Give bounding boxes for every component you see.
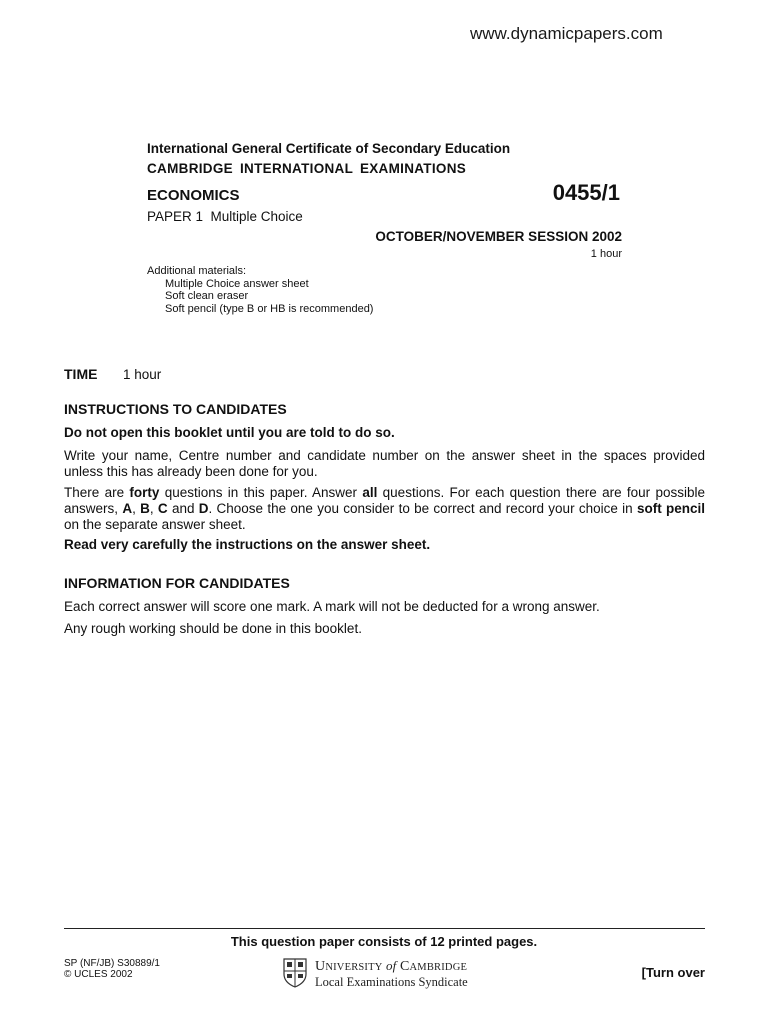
qualification-title: International General Certificate of Secondary Education: [147, 141, 511, 156]
watermark-url: www.dynamicpapers.com: [470, 24, 663, 43]
materials-item: Soft pencil (type B or HB is recommended): [165, 302, 374, 315]
duration: 1 hour: [590, 248, 622, 260]
information-marking: Each correct answer will score one mark. A mark will not be deducted for a wrong answer.: [64, 599, 600, 614]
exam-board: CAMBRIDGE INTERNATIONAL EXAMINATIONS: [147, 161, 467, 176]
materials-item: Multiple Choice answer sheet: [165, 277, 309, 290]
logo-university-name: UNIVERSITY of CAMBRIDGE: [315, 958, 468, 974]
information-heading: INFORMATION FOR CANDIDATES: [64, 575, 290, 591]
footer-divider: [64, 928, 705, 929]
paper-code: 0455/1: [552, 180, 620, 205]
time-label: TIME: [64, 366, 98, 382]
cambridge-logo: [283, 958, 468, 990]
logo-text: [315, 958, 468, 990]
paper-name: PAPER 1 Multiple Choice: [147, 209, 303, 224]
exam-session: OCTOBER/NOVEMBER SESSION 2002: [375, 229, 622, 244]
instruction-read-answer-sheet: Read very carefully the instructions on the answer sheet.: [64, 537, 431, 552]
additional-materials: [147, 265, 373, 315]
instructions-heading: INSTRUCTIONS TO CANDIDATES: [64, 401, 287, 417]
printed-pages-note: This question paper consists of 12 printed pages.: [230, 934, 538, 949]
footer-reference: [64, 958, 160, 980]
time-value: 1 hour: [123, 367, 162, 382]
logo-syndicate-name: Local Examinations Syndicate: [315, 975, 468, 989]
cambridge-crest-icon: [283, 958, 307, 988]
materials-label: Additional materials:: [147, 265, 247, 277]
reference-code: SP (NF/JB) S30889/1: [64, 958, 160, 969]
instruction-write-name: Write your name, Centre number and candidate number on the answer sheet in the spaces provided unless this has already been done for you.: [64, 448, 705, 479]
information-rough-working: Any rough working should be done in this booklet.: [64, 621, 362, 636]
materials-item: Soft clean eraser: [165, 290, 249, 302]
instruction-do-not-open: Do not open this booklet until you are told to do so.: [64, 425, 395, 440]
instruction-answer-all: There are forty questions in this paper. Answer all questions. For each question there are four possible answers, A, B, C and D. Choose the one you consider to be correct and record your choice in soft pencil on the separate answer sheet.: [64, 485, 705, 532]
subject-title: ECONOMICS: [147, 187, 240, 204]
copyright-notice: © UCLES 2002: [64, 969, 133, 980]
turn-over-note: [Turn over: [641, 965, 705, 980]
